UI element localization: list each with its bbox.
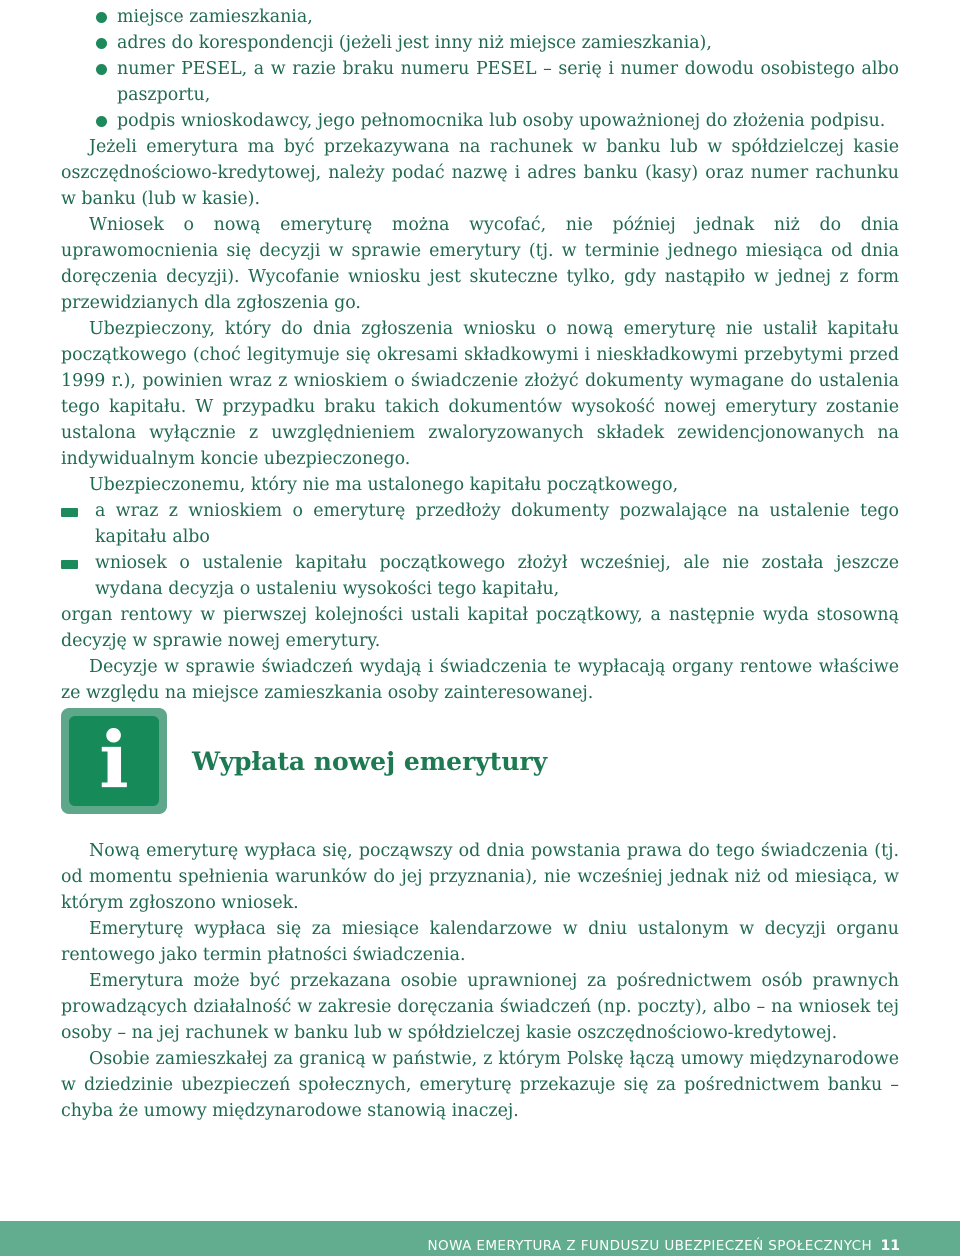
circle-bullet-icon	[96, 64, 107, 75]
list-item: podpis wnioskodawcy, jego pełnomocnika lub osoby upoważnionej do złożenia podpisu.	[96, 108, 899, 134]
footer-band	[0, 1221, 960, 1256]
circle-bullet-icon	[96, 116, 107, 127]
paragraph-payment-abroad: Osobie zamieszkałej za granicą w państwie, z którym Polskę łączą umowy międzynarodowe w dziedzinie ubezpieczeń społecznych, emeryturę przekazuje się za pośrednictwem banku – chyba że umowy międzynarodowe stanowią inaczej.	[61, 1049, 899, 1121]
paragraph-bank-account: Jeżeli emerytura ma być przekazywana na rachunek w banku lub w spółdzielczej kasie oszczędnościowo-kredytowej, należy podać nazwę i adres banku (kasy) oraz numer rachunku w banku (lub w kasie).	[61, 137, 899, 209]
paragraph-payment-start: Nową emeryturę wypłaca się, począwszy od dnia powstania prawa do tego świadczenia (tj. od momentu spełnienia warunków do jej przyznania), nie wcześniej jednak niż od miesiąca, w którym zgłoszono wniosek.	[61, 841, 899, 913]
paragraph-no-capital: Ubezpieczonemu, który nie ma ustalonego kapitału początkowego,	[89, 475, 679, 495]
capital-conditions-list	[61, 498, 899, 602]
circle-bullet-icon	[96, 12, 107, 23]
requirements-list	[96, 4, 899, 134]
list-item: numer PESEL, a w razie braku numeru PESEL – serię i numer dowodu osobistego albo paszportu,	[96, 56, 899, 108]
square-bullet-icon	[61, 560, 78, 569]
footer-title: NOWA EMERYTURA Z FUNDUSZU UBEZPIECZEŃ SPOŁECZNYCH	[427, 1238, 872, 1254]
paragraph-competent-organs: Decyzje w sprawie świadczeń wydają i świadczenia te wypłacają organy rentowe właściwe ze względu na miejsce zamieszkania osoby zainteresowanej.	[61, 657, 899, 703]
page-number: 11	[880, 1238, 900, 1254]
section-heading: Wypłata nowej emerytury	[192, 747, 548, 776]
body-text-upper	[61, 134, 899, 706]
list-item: adres do korespondencji (jeżeli jest inny niż miejsce zamieszkania),	[96, 30, 899, 56]
list-item: wniosek o ustalenie kapitału początkowego złożył wcześniej, ale nie została jeszcze wydana decyzja o ustaleniu wysokości tego kapitału,	[61, 550, 899, 602]
info-icon	[61, 708, 167, 814]
list-item: miejsce zamieszkania,	[96, 4, 899, 30]
paragraph-payment-months: Emeryturę wypłaca się za miesiące kalendarzowe w dniu ustalonym w decyzji organu rentowego jako termin płatności świadczenia.	[61, 919, 899, 965]
info-letter: i	[99, 715, 129, 806]
square-bullet-icon	[61, 508, 78, 517]
paragraph-payment-method: Emerytura może być przekazana osobie uprawnionej za pośrednictwem osób prawnych prowadzących działalność w zakresie doręczania świadczeń (np. poczty), albo – na wniosek tej osoby – na jej rachunek w banku lub w spółdzielczej kasie oszczędnościowo-kredytowej.	[61, 971, 899, 1043]
circle-bullet-icon	[96, 38, 107, 49]
body-text-lower	[61, 838, 899, 1124]
paragraph-initial-capital: Ubezpieczony, który do dnia zgłoszenia wniosku o nową emeryturę nie ustalił kapitału początkowego (choć legitymuje się okresami składkowymi i nieskładkowymi przebytymi przed 1999 r.), powinien wraz z wnioskiem o świadczenie złożyć dokumenty wymagane do ustalenia tego kapitału. W przypadku braku takich dokumentów wysokość nowej emerytury zostanie ustalona wyłącznie z uwzględnieniem zwaloryzowanych składek zewidencjonowanych na indywidualnym koncie ubezpieczonego.	[61, 319, 899, 469]
paragraph-withdrawal: Wniosek o nową emeryturę można wycofać, nie później jednak niż do dnia uprawomocnienia się decyzji w sprawie emerytury (tj. w terminie jednego miesiąca od dnia doręczenia decyzji). Wycofanie wniosku jest skuteczne tylko, gdy nastąpiło w jednej z form przewidzianych dla zgłoszenia go.	[61, 215, 899, 313]
paragraph-organ-decision: organ rentowy w pierwszej kolejności ustali kapitał początkowy, a następnie wyda stosowną decyzję w sprawie nowej emerytury.	[61, 605, 899, 651]
list-item: a wraz z wnioskiem o emeryturę przedłoży dokumenty pozwalające na ustalenie tego kapitału albo	[61, 498, 899, 550]
